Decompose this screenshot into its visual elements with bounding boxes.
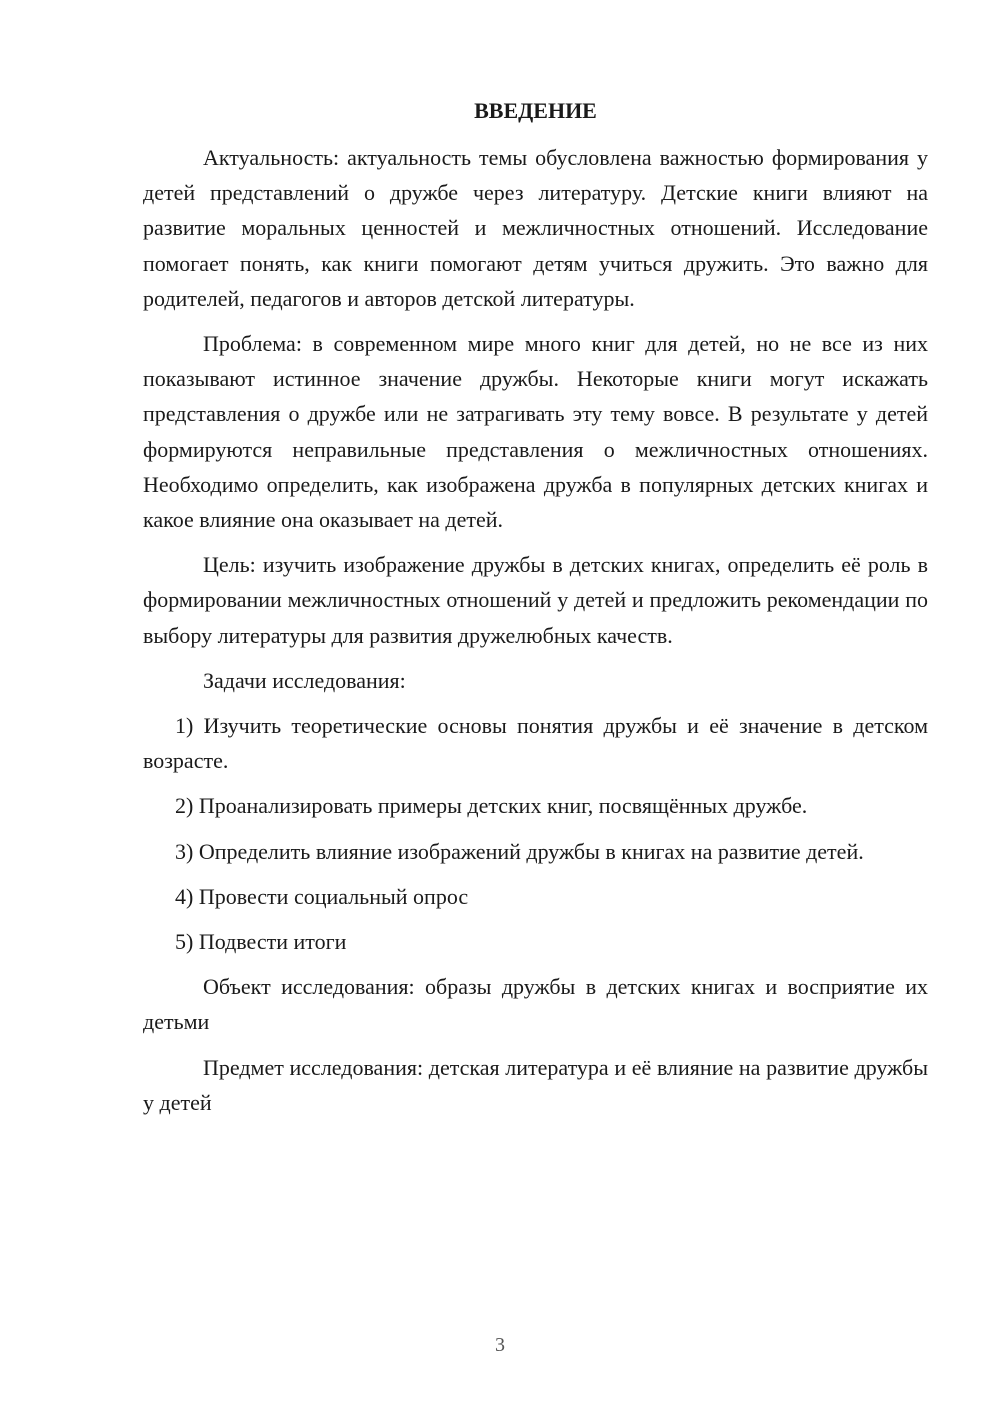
document-page: [143, 96, 928, 1130]
goal-paragraph: Цель: изучить изображение дружбы в детских книгах, определить её роль в формировании межличностных отношений у детей и предложить рекомендации по выбору литературы для развития дружелюбных качеств.: [143, 552, 928, 648]
task-item-2: 2) Проанализировать примеры детских книг, посвящённых дружбе.: [175, 793, 808, 819]
page-number: 3: [495, 1334, 505, 1356]
task-item-4: 4) Провести социальный опрос: [175, 883, 469, 909]
task-item-5: 5) Подвести итоги: [175, 929, 347, 955]
problem-paragraph: Проблема: в современном мире много книг для детей, но не все из них показывают истинное значение дружбы. Некоторые книги могут искажать представления о дружбе или не затрагивать эту тему вовсе. В результате у детей формируются неправильные представления о межличностных отношениях. Необходимо определить, как изображена дружба в популярных детских книгах и какое влияние она оказывает на детей.: [143, 331, 928, 533]
task-item-3: 3) Определить влияние изображений дружбы в книгах на развитие детей.: [175, 838, 864, 864]
task-item-1: 1) Изучить теоретические основы понятия дружбы и её значение в детском возрасте.: [143, 713, 928, 774]
tasks-heading: Задачи исследования:: [203, 667, 406, 693]
research-object-paragraph: Объект исследования: образы дружбы в детских книгах и восприятие их детьми: [143, 974, 928, 1035]
research-subject-paragraph: Предмет исследования: детская литература и её влияние на развитие дружбы у детей: [143, 1054, 928, 1115]
relevance-paragraph: Актуальность: актуальность темы обусловлена важностью формирования у детей представлений о дружбе через литературу. Детские книги влияют на развитие моральных ценностей и межличностных отношений. Исследование помогает понять, как книги помогают детям учиться дружить. Это важно для родителей, педагогов и авторов детской литературы.: [143, 145, 928, 311]
section-title: ВВЕДЕНИЕ: [474, 98, 597, 123]
